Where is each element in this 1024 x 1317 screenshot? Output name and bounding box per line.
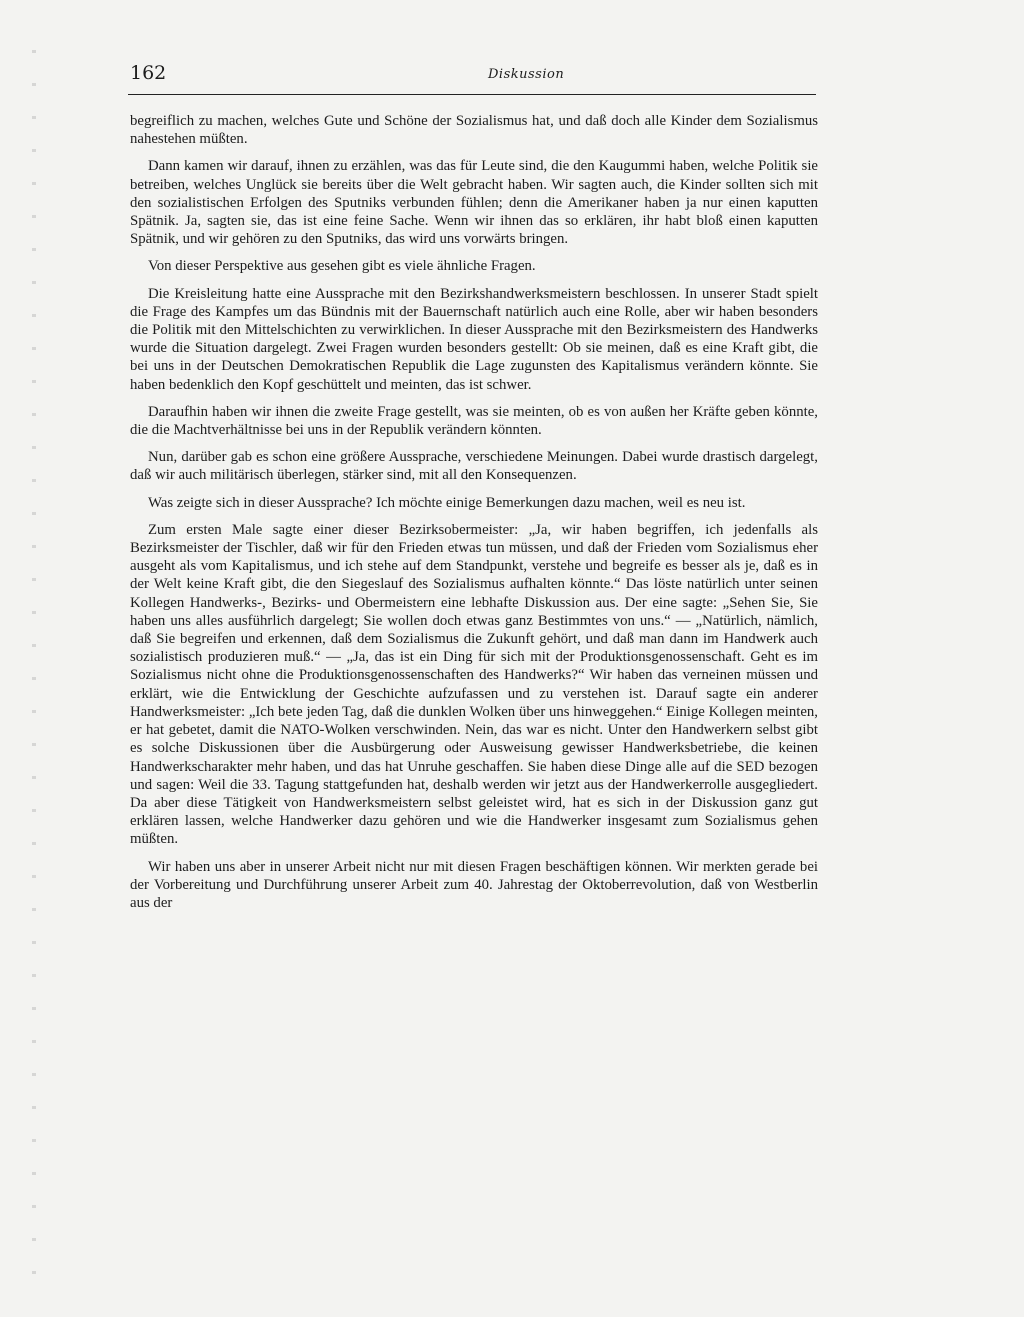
paragraph-4: Die Kreisleitung hatte eine Aussprache mit den Bezirkshandwerksmeistern beschlossen. In unserer Stadt spielt die Frage des Kampfes um das Bündnis mit der Bauernschaft natürlich auch eine Rolle, aber wir haben besonders die Politik mit den Mittelschichten zu verwirklichen. In dieser Aussprache mit den Bezirksmeistern des Handwerks wurde die Situation dargelegt. Zwei Fragen wurden besonders gestellt: Ob sie meinen, daß es eine Kraft gibt, die bei uns in der Deutschen Demokratischen Republik die Lage zugunsten des Kapitalismus verändern könnte. Sie haben bedenklich den Kopf geschüttelt und meinten, das ist schwer. xyxy=(130,285,818,393)
paragraph-8: Zum ersten Male sagte einer dieser Bezirksobermeister: „Ja, wir haben begriffen, ich jedenfalls als Bezirksmeister der Tischler, daß wir für den Frieden etwas tun müssen, und daß der Frieden vom Sozialismus eher ausgeht als vom Kapitalismus, und ich stehe auf dem Standpunkt, verstehe und begreife es besser als je, daß es in der Welt keine Kraft gibt, die den Siegeslauf des Sozialismus aufhalten könnte.“ Das löste natürlich unter seinen Kollegen Handwerks-, Bezirks- und Obermeistern eine lebhafte Diskussion aus. Der eine sagte: „Sehen Sie, Sie haben uns alles ausführlich dargelegt; Sie wollen doch etwas ganz Bestimmtes von uns.“ — „Natürlich, nämlich, daß Sie begreifen und erkennen, daß dem Sozialismus die Zukunft gehört, und daß man dann im Handwerk auch sozialistisch produzieren muß.“ — „Ja, das ist ein Ding für sich mit der Produktionsgenossenschaft. Geht es im Sozialismus nicht ohne die Produktionsgenossenschaften des Handwerks?“ Wir haben das verneinen müssen und erklärt, wie die Entwicklung der Geschichte aufzufassen und zu verstehen ist. Darauf sagte ein anderer Handwerksmeister: „Ich bete jeden Tag, daß die dunklen Wolken über uns hinweggehen.“ Einige Kollegen meinten, er hat gebetet, damit die NATO-Wolken verschwinden. Nein, das war es nicht. Unter den Handwerkern selbst gibt es solche Diskussionen über die Ausbürgerung oder Ausweisung gewisser Handwerksbetriebe, die keinen Handwerkscharakter mehr haben, und das hat Unruhe geschaffen. Sie haben diese Dinge alle auf die SED bezogen und sagen: Weil die 33. Tagung stattgefunden hat, deshalb werden wir jetzt aus der Handwerkerrolle ausgegliedert. Da aber diese Tätigkeit von Handwerksmeistern selbst geleistet wird, hat es sich in der Diskussion ganz gut erklären lassen, welche Handwerker dazu gehören und wie die Handwerker insgesamt zum Sozialismus gehen müßten. xyxy=(130,521,818,848)
paragraph-2: Dann kamen wir darauf, ihnen zu erzählen, was das für Leute sind, die den Kaugummi haben, welche Politik sie betreiben, welches Unglück sie bereits über die Welt gebracht haben. Wir sagten auch, die Kinder sollten sich mit den sozialistischen Erfolgen des Sputniks verbunden fühlen; denn die Amerikaner haben ja nur einen kaputten Spätnik. Ja, sagten sie, das ist eine feine Sache. Wenn wir ihnen das so erklären, ihr habt bloß einen kaputten Spätnik, und wir gehören zu den Sputniks, das wird uns vorwärts bringen. xyxy=(130,158,818,248)
page-header xyxy=(128,58,816,95)
paragraph-1: begreiflich zu machen, welches Gute und Schöne der Sozialismus hat, und daß doch alle Kinder dem Sozialismus nahestehen müßten. xyxy=(130,113,818,148)
paragraph-9: Wir haben uns aber in unserer Arbeit nicht nur mit diesen Fragen beschäftigen können. Wir merkten gerade bei der Vorbereitung und Durchführung unserer Arbeit zum 40. Jahrestag der Oktoberrevolution, daß von Westberlin aus der xyxy=(130,858,818,911)
scan-margin-marks xyxy=(32,20,36,1300)
running-head: Diskussion xyxy=(488,67,565,82)
paragraph-6: Nun, darüber gab es schon eine größere Aussprache, verschiedene Meinungen. Dabei wurde drastisch dargelegt, daß wir auch militärisch überlegen, stärker sind, mit all den Konsequenzen. xyxy=(130,449,818,484)
paragraph-7: Was zeigte sich in dieser Aussprache? Ich möchte einige Bemerkungen dazu machen, weil es neu ist. xyxy=(148,494,746,511)
paragraph-5: Daraufhin haben wir ihnen die zweite Frage gestellt, was sie meinten, ob es von außen her Kräfte geben könnte, die die Machtverhältnisse bei uns in der Republik verändern könnten. xyxy=(130,403,818,439)
paragraph-3: Von dieser Perspektive aus gesehen gibt es viele ähnliche Fragen. xyxy=(148,258,536,275)
page-number: 162 xyxy=(130,62,167,84)
body-text xyxy=(130,112,818,921)
